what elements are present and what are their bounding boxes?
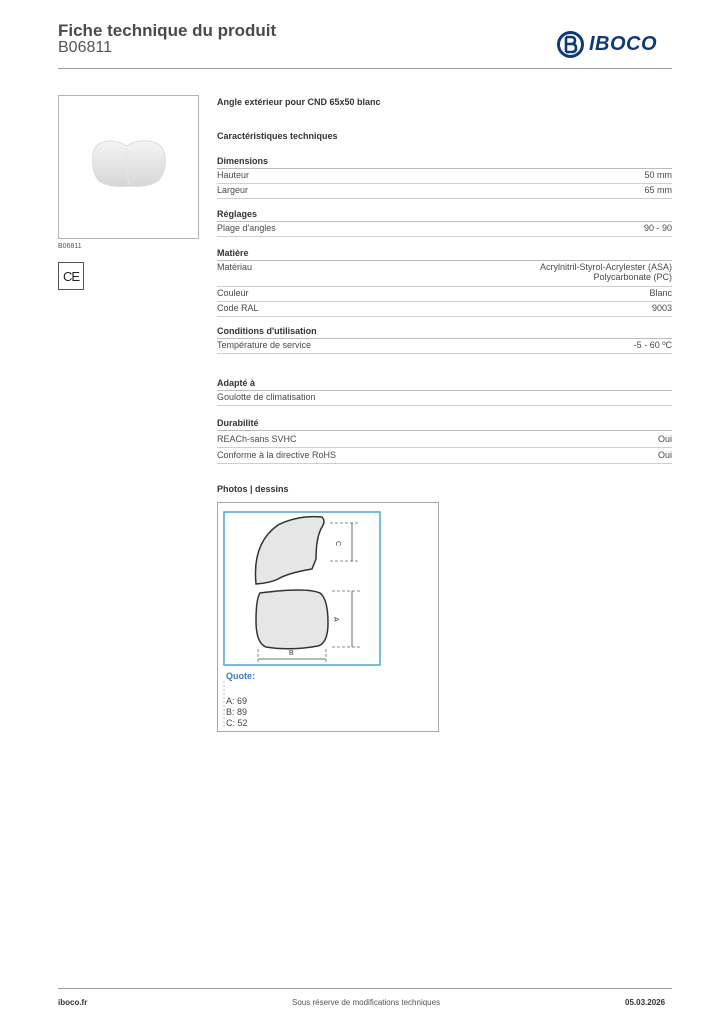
row-label: Goulotte de climatisation <box>217 392 316 402</box>
dim-label-c: C <box>334 541 341 547</box>
row-value: 9003 <box>651 303 672 313</box>
quote-c: C: 52 <box>226 718 248 728</box>
row-value: -5 - 60 ºC <box>633 340 672 350</box>
group-title-reglages: Réglages <box>217 209 672 222</box>
row-label: REACh-sans SVHC <box>217 434 297 444</box>
row-label: Couleur <box>217 288 249 298</box>
dimension-drawing <box>218 503 438 731</box>
row-value: Oui <box>657 434 672 444</box>
table-row <box>217 223 672 237</box>
ce-mark <box>58 262 84 290</box>
row-label: Conforme à la directive RoHS <box>217 450 337 460</box>
footer-site-link[interactable]: iboco.fr <box>58 998 88 1007</box>
row-value: Oui <box>657 450 672 460</box>
table-row <box>217 262 672 287</box>
brand-name: IBOCO <box>589 32 658 55</box>
footer-date: 05.03.2026 <box>625 998 666 1007</box>
table-row <box>217 392 672 406</box>
row-label: Plage d'angles <box>217 223 276 233</box>
group-title-conditions: Conditions d'utilisation <box>217 326 672 339</box>
product-code: B06811 <box>58 39 112 56</box>
group-title-adapte: Adapté à <box>217 378 672 391</box>
row-label: Largeur <box>217 185 249 195</box>
table-row <box>217 303 672 317</box>
brand-logo[interactable] <box>557 30 657 58</box>
ce-mark-text: CE <box>62 268 80 284</box>
row-value: 65 mm <box>644 185 672 195</box>
row-value <box>540 262 672 286</box>
page-title: Fiche technique du produit <box>58 21 277 40</box>
table-row <box>217 288 672 302</box>
footer-notice: Sous réserve de modifications techniques <box>292 998 441 1007</box>
product-image <box>59 96 198 238</box>
material-value-2: Polycarbonate (PC) <box>593 272 672 282</box>
table-row <box>217 340 672 354</box>
material-value-1: Acrylnitril-Styrol-Acrylester (ASA) <box>539 262 672 272</box>
quote-title: Quote: <box>226 671 255 681</box>
row-label: Hauteur <box>217 170 250 180</box>
iboco-logo-icon <box>557 31 584 58</box>
technical-drawing <box>217 502 439 732</box>
row-value: 90 - 90 <box>643 223 672 233</box>
group-title-matiere: Matière <box>217 248 672 261</box>
quote-a: A: 69 <box>226 696 248 706</box>
row-label: Code RAL <box>217 303 259 313</box>
dim-label-b: B <box>289 650 294 657</box>
group-title-dimensions: Dimensions <box>217 156 672 169</box>
header-divider <box>58 68 672 69</box>
row-value: 50 mm <box>644 170 672 180</box>
row-label: Matériau <box>217 262 253 272</box>
product-photo <box>58 95 199 239</box>
photos-heading: Photos | dessins <box>217 484 289 494</box>
row-value: Blanc <box>649 288 672 298</box>
product-name: Angle extérieur pour CND 65x50 blanc <box>217 97 381 107</box>
quote-b: B: 89 <box>226 707 248 717</box>
sku-caption: B06811 <box>58 243 82 250</box>
specs-heading: Caractéristiques techniques <box>217 131 338 141</box>
group-title-durabilite: Durabilité <box>217 418 672 431</box>
table-row <box>217 434 672 448</box>
table-row <box>217 185 672 199</box>
table-row <box>217 450 672 464</box>
dim-label-a: A <box>332 617 339 622</box>
row-label: Température de service <box>217 340 312 350</box>
table-row <box>217 170 672 184</box>
footer-divider <box>58 988 672 989</box>
